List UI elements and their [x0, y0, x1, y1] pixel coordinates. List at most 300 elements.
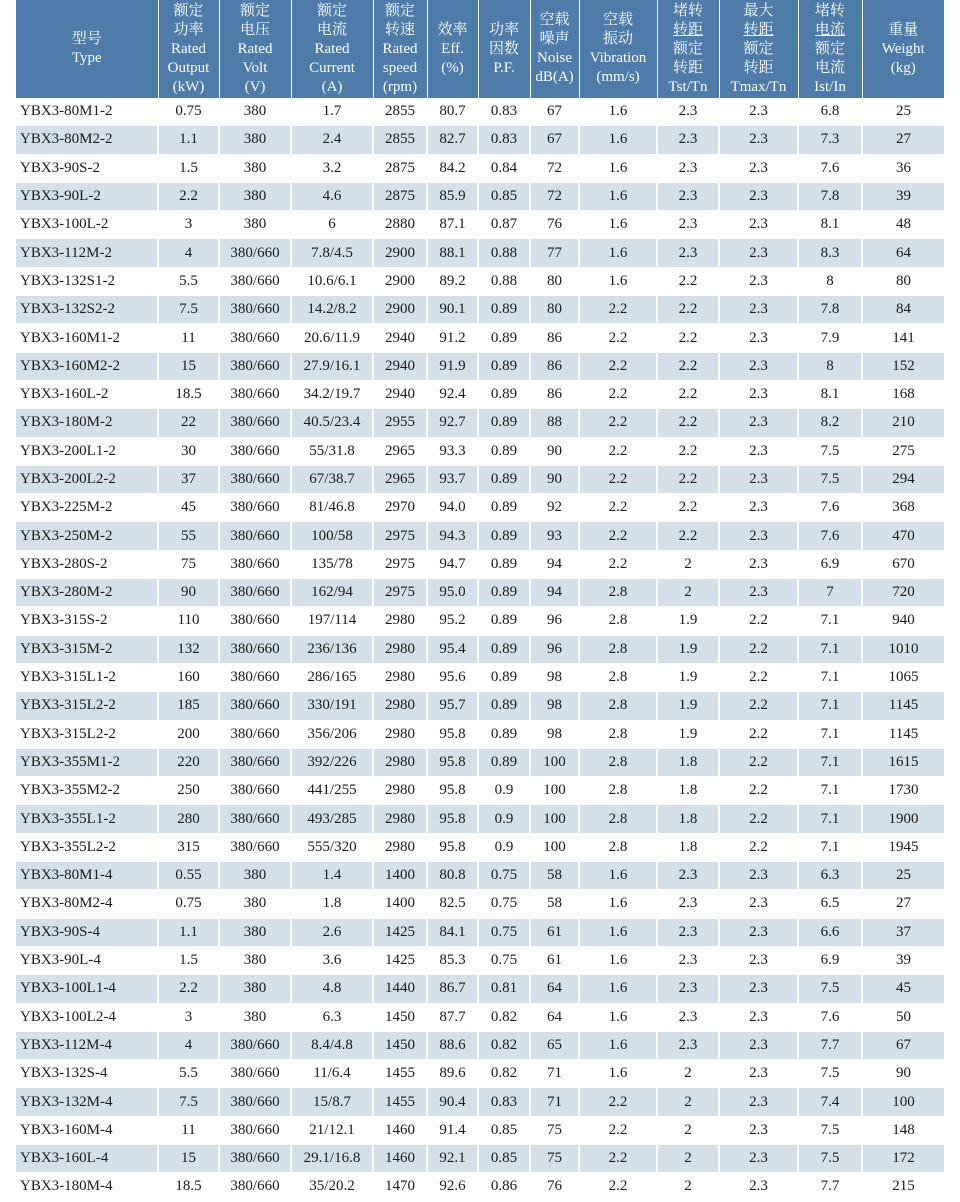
cell-weight: 1145: [862, 692, 944, 720]
cell-tmax-tn: 2.3: [719, 522, 798, 550]
table-row: [16, 692, 944, 720]
cell-speed: 2900: [373, 267, 427, 295]
cell-volt: 380: [219, 918, 291, 946]
cell-output: 11: [158, 1116, 219, 1144]
cell-eff: 86.7: [427, 975, 478, 1003]
cell-output: 37: [158, 465, 219, 493]
cell-type: YBX3-180M-2: [16, 409, 158, 437]
cell-pf: 0.85: [478, 1144, 530, 1172]
cell-tmax-tn: 2.3: [719, 409, 798, 437]
cell-volt: 380/660: [219, 352, 291, 380]
cell-type: YBX3-280S-2: [16, 550, 158, 578]
cell-noise: 94: [530, 579, 579, 607]
cell-noise: 77: [530, 239, 579, 267]
header-line: 额定: [814, 40, 845, 57]
cell-pf: 0.89: [478, 692, 530, 720]
cell-eff: 93.7: [427, 465, 478, 493]
cell-eff: 91.9: [427, 352, 478, 380]
table-row: [16, 1173, 944, 1201]
cell-ist-in: 6.3: [798, 862, 862, 890]
cell-type: YBX3-200L1-2: [16, 437, 158, 465]
cell-speed: 2980: [373, 635, 427, 663]
cell-volt: 380/660: [219, 1031, 291, 1059]
cell-tst-tn: 2.3: [657, 211, 719, 239]
cell-eff: 82.5: [427, 890, 478, 918]
cell-current: 55/31.8: [291, 437, 373, 465]
cell-pf: 0.87: [478, 211, 530, 239]
cell-vibration: 2.2: [579, 465, 657, 493]
cell-speed: 2855: [373, 98, 427, 126]
cell-type: YBX3-90L-2: [16, 182, 158, 210]
cell-tmax-tn: 2.3: [719, 296, 798, 324]
cell-tmax-tn: 2.2: [719, 805, 798, 833]
cell-ist-in: 7.1: [798, 635, 862, 663]
cell-current: 100/58: [291, 522, 373, 550]
cell-weight: 50: [862, 1003, 944, 1031]
cell-eff: 88.1: [427, 239, 478, 267]
header-line: (mm/s): [596, 69, 640, 85]
cell-noise: 80: [530, 267, 579, 295]
cell-type: YBX3-315M-2: [16, 635, 158, 663]
cell-weight: 670: [862, 550, 944, 578]
cell-tst-tn: 2.2: [657, 494, 719, 522]
cell-tmax-tn: 2.3: [719, 1116, 798, 1144]
cell-ist-in: 8.1: [798, 211, 862, 239]
header-line: 振动: [602, 31, 633, 47]
cell-weight: 48: [862, 211, 944, 239]
cell-eff: 87.1: [427, 211, 478, 239]
cell-tmax-tn: 2.3: [719, 267, 798, 295]
cell-current: 1.7: [291, 98, 373, 126]
cell-noise: 76: [530, 211, 579, 239]
cell-vibration: 1.6: [579, 126, 657, 154]
cell-speed: 1425: [373, 946, 427, 974]
cell-ist-in: 6.5: [798, 890, 862, 918]
table-row: [16, 918, 944, 946]
cell-noise: 100: [530, 805, 579, 833]
cell-ist-in: 7.5: [798, 975, 862, 1003]
cell-pf: 0.9: [478, 777, 530, 805]
cell-eff: 95.8: [427, 748, 478, 776]
cell-current: 493/285: [291, 805, 373, 833]
cell-noise: 61: [530, 918, 579, 946]
cell-eff: 91.2: [427, 324, 478, 352]
cell-output: 0.55: [158, 862, 219, 890]
cell-ist-in: 6.9: [798, 946, 862, 974]
cell-pf: 0.89: [478, 720, 530, 748]
cell-tmax-tn: 2.3: [719, 918, 798, 946]
cell-eff: 91.4: [427, 1116, 478, 1144]
cell-tst-tn: 1.8: [657, 748, 719, 776]
cell-volt: 380: [219, 182, 291, 210]
cell-volt: 380/660: [219, 267, 291, 295]
header-line: Tst/Tn: [668, 78, 708, 95]
cell-eff: 85.9: [427, 182, 478, 210]
cell-tst-tn: 2.3: [657, 1003, 719, 1031]
header-line: (V): [244, 78, 266, 95]
header-line: Eff.: [441, 40, 464, 57]
col-header-current: [291, 0, 373, 98]
table-row: [16, 211, 944, 239]
cell-current: 162/94: [291, 579, 373, 607]
cell-output: 5.5: [158, 267, 219, 295]
cell-noise: 90: [530, 437, 579, 465]
cell-type: YBX3-80M1-2: [16, 98, 158, 126]
cell-tmax-tn: 2.3: [719, 1031, 798, 1059]
cell-output: 7.5: [158, 296, 219, 324]
cell-type: YBX3-315L2-2: [16, 720, 158, 748]
cell-noise: 64: [530, 975, 579, 1003]
cell-pf: 0.84: [478, 154, 530, 182]
cell-speed: 2980: [373, 805, 427, 833]
cell-ist-in: 6.9: [798, 550, 862, 578]
cell-volt: 380/660: [219, 748, 291, 776]
cell-tmax-tn: 2.3: [719, 126, 798, 154]
header-line: (%): [441, 59, 464, 76]
cell-eff: 95.8: [427, 777, 478, 805]
cell-pf: 0.89: [478, 409, 530, 437]
cell-noise: 75: [530, 1144, 579, 1172]
table-row: [16, 607, 944, 635]
cell-pf: 0.89: [478, 324, 530, 352]
cell-tst-tn: 2.2: [657, 267, 719, 295]
cell-pf: 0.89: [478, 352, 530, 380]
cell-noise: 67: [530, 126, 579, 154]
cell-speed: 1400: [373, 890, 427, 918]
cell-vibration: 1.6: [579, 182, 657, 210]
cell-vibration: 1.6: [579, 975, 657, 1003]
cell-type: YBX3-160M-4: [16, 1116, 158, 1144]
cell-tst-tn: 2.3: [657, 890, 719, 918]
cell-weight: 25: [862, 862, 944, 890]
cell-vibration: 2.8: [579, 748, 657, 776]
cell-weight: 37: [862, 918, 944, 946]
col-header-vibration: [579, 0, 657, 98]
cell-eff: 92.1: [427, 1144, 478, 1172]
table-row: [16, 522, 944, 550]
cell-weight: 294: [862, 465, 944, 493]
cell-output: 4: [158, 239, 219, 267]
cell-weight: 90: [862, 1060, 944, 1088]
table-row: [16, 324, 944, 352]
header-line: 功率: [488, 21, 519, 38]
table-body: [16, 98, 944, 1201]
cell-speed: 1450: [373, 1003, 427, 1031]
cell-output: 3: [158, 1003, 219, 1031]
cell-pf: 0.9: [478, 833, 530, 861]
col-header-noise: [530, 0, 579, 98]
cell-volt: 380: [219, 98, 291, 126]
cell-eff: 90.4: [427, 1088, 478, 1116]
cell-current: 14.2/8.2: [291, 296, 373, 324]
cell-current: 197/114: [291, 607, 373, 635]
cell-speed: 2980: [373, 833, 427, 861]
cell-weight: 1900: [862, 805, 944, 833]
table-row: [16, 663, 944, 691]
cell-output: 18.5: [158, 1173, 219, 1201]
cell-tmax-tn: 2.3: [719, 1173, 798, 1201]
cell-vibration: 2.8: [579, 805, 657, 833]
header-line: 转距: [672, 21, 703, 38]
cell-current: 3.2: [291, 154, 373, 182]
cell-speed: 1425: [373, 918, 427, 946]
cell-tmax-tn: 2.2: [719, 777, 798, 805]
table-row: [16, 98, 944, 126]
cell-current: 2.4: [291, 126, 373, 154]
cell-eff: 92.6: [427, 1173, 478, 1201]
cell-vibration: 2.8: [579, 663, 657, 691]
cell-noise: 98: [530, 720, 579, 748]
cell-vibration: 1.6: [579, 1060, 657, 1088]
cell-current: 135/78: [291, 550, 373, 578]
cell-speed: 2980: [373, 777, 427, 805]
cell-type: YBX3-100L2-4: [16, 1003, 158, 1031]
table-row: [16, 239, 944, 267]
cell-vibration: 2.2: [579, 522, 657, 550]
cell-noise: 96: [530, 635, 579, 663]
cell-output: 4: [158, 1031, 219, 1059]
cell-type: YBX3-160M1-2: [16, 324, 158, 352]
table-row: [16, 777, 944, 805]
cell-volt: 380/660: [219, 409, 291, 437]
cell-type: YBX3-80M2-4: [16, 890, 158, 918]
col-header-type: [16, 0, 158, 98]
header-line: Rated: [171, 40, 206, 57]
cell-eff: 95.8: [427, 720, 478, 748]
cell-ist-in: 8: [798, 352, 862, 380]
cell-eff: 89.2: [427, 267, 478, 295]
cell-type: YBX3-180M-4: [16, 1173, 158, 1201]
cell-tmax-tn: 2.2: [719, 663, 798, 691]
cell-tst-tn: 2.3: [657, 946, 719, 974]
cell-speed: 1460: [373, 1116, 427, 1144]
cell-current: 1.4: [291, 862, 373, 890]
table-row: [16, 182, 944, 210]
cell-pf: 0.75: [478, 918, 530, 946]
cell-weight: 1730: [862, 777, 944, 805]
cell-tmax-tn: 2.3: [719, 975, 798, 1003]
cell-current: 40.5/23.4: [291, 409, 373, 437]
cell-noise: 80: [530, 296, 579, 324]
cell-speed: 2875: [373, 182, 427, 210]
cell-vibration: 2.2: [579, 550, 657, 578]
cell-volt: 380/660: [219, 1088, 291, 1116]
cell-weight: 210: [862, 409, 944, 437]
cell-volt: 380/660: [219, 805, 291, 833]
header-line: (A): [321, 78, 343, 95]
cell-speed: 2980: [373, 720, 427, 748]
cell-tst-tn: 2.2: [657, 437, 719, 465]
cell-tst-tn: 2.2: [657, 522, 719, 550]
header-line: 额定: [239, 2, 270, 19]
cell-tmax-tn: 2.3: [719, 465, 798, 493]
table-row: [16, 635, 944, 663]
cell-weight: 25: [862, 98, 944, 126]
cell-pf: 0.89: [478, 522, 530, 550]
cell-current: 10.6/6.1: [291, 267, 373, 295]
cell-ist-in: 7.1: [798, 692, 862, 720]
cell-noise: 86: [530, 380, 579, 408]
cell-ist-in: 7.3: [798, 126, 862, 154]
cell-speed: 2955: [373, 409, 427, 437]
cell-weight: 36: [862, 154, 944, 182]
cell-tmax-tn: 2.2: [719, 720, 798, 748]
cell-tst-tn: 2: [657, 1060, 719, 1088]
cell-vibration: 2.2: [579, 1116, 657, 1144]
cell-output: 15: [158, 352, 219, 380]
cell-pf: 0.89: [478, 579, 530, 607]
cell-volt: 380/660: [219, 324, 291, 352]
cell-type: YBX3-132S-4: [16, 1060, 158, 1088]
cell-output: 7.5: [158, 1088, 219, 1116]
header-line: Current: [309, 59, 355, 76]
cell-speed: 1470: [373, 1173, 427, 1201]
cell-eff: 95.7: [427, 692, 478, 720]
cell-tst-tn: 2.3: [657, 239, 719, 267]
cell-volt: 380/660: [219, 296, 291, 324]
cell-eff: 94.3: [427, 522, 478, 550]
cell-type: YBX3-112M-4: [16, 1031, 158, 1059]
cell-output: 110: [158, 607, 219, 635]
header-line: 因数: [488, 40, 519, 57]
cell-ist-in: 7.5: [798, 465, 862, 493]
table-row: [16, 1116, 944, 1144]
cell-output: 0.75: [158, 98, 219, 126]
cell-eff: 80.7: [427, 98, 478, 126]
header-line: Weight: [881, 40, 925, 57]
header-line: 额定: [173, 2, 204, 19]
cell-tmax-tn: 2.3: [719, 550, 798, 578]
cell-eff: 89.6: [427, 1060, 478, 1088]
cell-volt: 380/660: [219, 579, 291, 607]
cell-pf: 0.88: [478, 267, 530, 295]
cell-current: 2.6: [291, 918, 373, 946]
cell-pf: 0.85: [478, 182, 530, 210]
cell-pf: 0.89: [478, 437, 530, 465]
cell-tmax-tn: 2.3: [719, 1144, 798, 1172]
cell-noise: 71: [530, 1088, 579, 1116]
cell-vibration: 1.6: [579, 1003, 657, 1031]
cell-noise: 90: [530, 465, 579, 493]
cell-eff: 95.0: [427, 579, 478, 607]
cell-noise: 100: [530, 748, 579, 776]
header-line: 额定: [743, 40, 774, 57]
cell-weight: 67: [862, 1031, 944, 1059]
header-line: 空载: [602, 12, 633, 28]
cell-type: YBX3-160L-2: [16, 380, 158, 408]
table-row: [16, 1031, 944, 1059]
header-line: Rated: [237, 40, 273, 57]
cell-speed: 2855: [373, 126, 427, 154]
cell-type: YBX3-80M1-4: [16, 862, 158, 890]
cell-current: 286/165: [291, 663, 373, 691]
cell-tmax-tn: 2.3: [719, 437, 798, 465]
cell-ist-in: 8.1: [798, 380, 862, 408]
header-line: 空载: [539, 12, 570, 28]
cell-weight: 84: [862, 296, 944, 324]
cell-pf: 0.86: [478, 1173, 530, 1201]
motor-spec-table: [16, 0, 944, 1202]
header-line: Rated: [314, 40, 350, 57]
cell-speed: 1455: [373, 1088, 427, 1116]
cell-vibration: 2.8: [579, 607, 657, 635]
cell-output: 1.5: [158, 154, 219, 182]
cell-noise: 88: [530, 409, 579, 437]
cell-tmax-tn: 2.3: [719, 352, 798, 380]
cell-weight: 141: [862, 324, 944, 352]
cell-volt: 380/660: [219, 1116, 291, 1144]
header-line: 电流: [316, 21, 347, 38]
cell-noise: 100: [530, 833, 579, 861]
cell-speed: 2900: [373, 239, 427, 267]
cell-tst-tn: 2.2: [657, 324, 719, 352]
cell-ist-in: 7.1: [798, 607, 862, 635]
cell-tmax-tn: 2.3: [719, 98, 798, 126]
cell-output: 90: [158, 579, 219, 607]
cell-speed: 2940: [373, 380, 427, 408]
cell-pf: 0.81: [478, 975, 530, 1003]
cell-vibration: 2.2: [579, 437, 657, 465]
cell-speed: 2880: [373, 211, 427, 239]
cell-tst-tn: 2: [657, 579, 719, 607]
cell-vibration: 1.6: [579, 1031, 657, 1059]
cell-pf: 0.75: [478, 946, 530, 974]
cell-tmax-tn: 2.3: [719, 1003, 798, 1031]
cell-type: YBX3-132S2-2: [16, 296, 158, 324]
cell-tmax-tn: 2.3: [719, 1060, 798, 1088]
cell-pf: 0.89: [478, 296, 530, 324]
cell-type: YBX3-355M2-2: [16, 777, 158, 805]
header-line: 堵转: [814, 2, 845, 19]
cell-vibration: 1.6: [579, 98, 657, 126]
cell-tmax-tn: 2.3: [719, 1088, 798, 1116]
cell-output: 1.5: [158, 946, 219, 974]
cell-tst-tn: 2: [657, 550, 719, 578]
cell-speed: 2875: [373, 154, 427, 182]
cell-current: 21/12.1: [291, 1116, 373, 1144]
cell-ist-in: 7.7: [798, 1031, 862, 1059]
cell-speed: 2965: [373, 465, 427, 493]
cell-tst-tn: 1.9: [657, 692, 719, 720]
header-line: 额定: [316, 2, 347, 19]
cell-ist-in: 7.8: [798, 296, 862, 324]
cell-ist-in: 7.5: [798, 1060, 862, 1088]
cell-eff: 95.8: [427, 805, 478, 833]
cell-ist-in: 7.1: [798, 720, 862, 748]
header-line: dB(A): [535, 69, 574, 85]
cell-tmax-tn: 2.3: [719, 239, 798, 267]
cell-type: YBX3-100L-2: [16, 211, 158, 239]
cell-current: 11/6.4: [291, 1060, 373, 1088]
cell-speed: 2975: [373, 522, 427, 550]
cell-ist-in: 8: [798, 267, 862, 295]
cell-output: 30: [158, 437, 219, 465]
cell-tst-tn: 2.2: [657, 409, 719, 437]
cell-speed: 2965: [373, 437, 427, 465]
cell-vibration: 1.6: [579, 239, 657, 267]
cell-tmax-tn: 2.3: [719, 211, 798, 239]
cell-vibration: 1.6: [579, 862, 657, 890]
cell-ist-in: 7.6: [798, 494, 862, 522]
cell-type: YBX3-112M-2: [16, 239, 158, 267]
cell-volt: 380: [219, 890, 291, 918]
table-row: [16, 946, 944, 974]
cell-eff: 95.4: [427, 635, 478, 663]
cell-type: YBX3-280M-2: [16, 579, 158, 607]
cell-noise: 94: [530, 550, 579, 578]
cell-type: YBX3-355L1-2: [16, 805, 158, 833]
cell-type: YBX3-355L2-2: [16, 833, 158, 861]
